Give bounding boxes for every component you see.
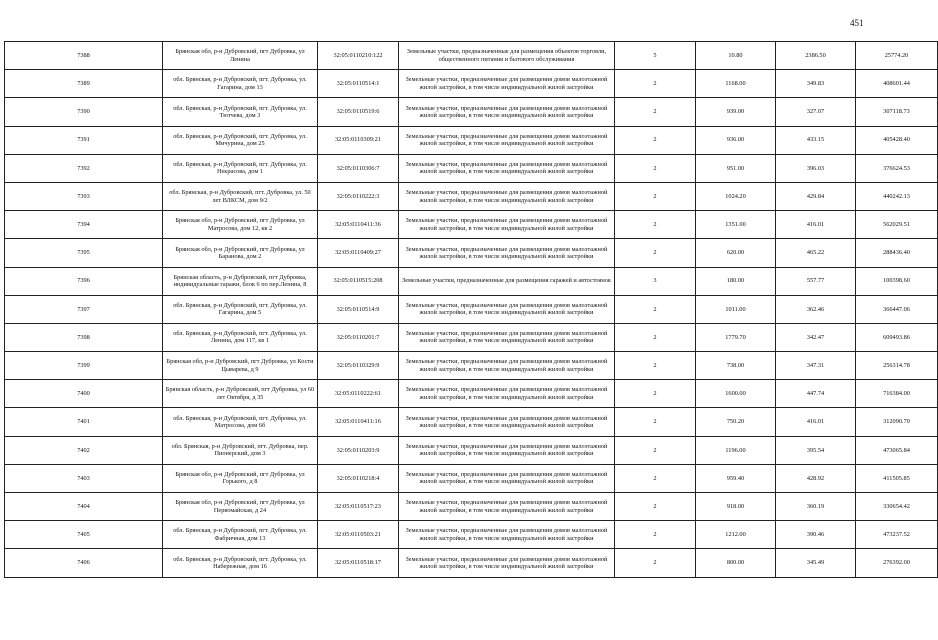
record-id-cell: 7395 (5, 239, 163, 267)
group-cell: 2 (615, 521, 696, 549)
address-cell: Брянская обл, р-н Дубровский, пгт Дубровка, ул Матросова, дом 12, кв 2 (163, 211, 318, 239)
land-use-cell: Земельные участки, предназначенные для размещения домов малоэтажной жилой застройки, в том числе индивидуальной жилой застройки (399, 211, 615, 239)
cadastral-value-cell: 330654.42 (856, 493, 938, 521)
cadastral-number-cell: 32:05:0110411:16 (318, 408, 399, 436)
record-id-cell: 7396 (5, 267, 163, 295)
address-cell: Брянская область, р-н Дубровский, пгт Дубровка, ул 60 лет Октября, д 35 (163, 380, 318, 408)
table-row (5, 352, 938, 380)
address-cell: обл. Брянская, р-н Дубровский, пгт. Дубровка, пер. Пионерский, дом 3 (163, 436, 318, 464)
specific-value-cell: 345.49 (776, 549, 856, 577)
specific-value-cell: 465.22 (776, 239, 856, 267)
cadastral-value-cell: 473237.52 (856, 521, 938, 549)
area-cell: 738.00 (696, 352, 776, 380)
address-cell: обл. Брянская, р-н Дубровский, пгт. Дубровка, ул. Набережная, дом 16 (163, 549, 318, 577)
cadastral-number-cell: 32:05:0110222:3 (318, 182, 399, 210)
address-cell: обл. Брянская, р-н Дубровский, пгт. Дубровка, ул. Ленина, дом 117, кв 1 (163, 323, 318, 351)
group-cell: 2 (615, 126, 696, 154)
address-cell: обл. Брянская, р-н Дубровский, пгт. Дубровка, ул. Некрасова, дом 1 (163, 154, 318, 182)
cadastral-number-cell: 32:05:0110517:23 (318, 493, 399, 521)
record-id-cell: 7394 (5, 211, 163, 239)
land-use-cell: Земельные участки, предназначенные для размещения домов малоэтажной жилой застройки, в том числе индивидуальной жилой застройки (399, 408, 615, 436)
area-cell: 750.20 (696, 408, 776, 436)
cadastral-value-cell: 411505.85 (856, 464, 938, 492)
cadastral-number-cell: 32:05:0110518:17 (318, 549, 399, 577)
land-use-cell: Земельные участки, предназначенные для размещения домов малоэтажной жилой застройки, в том числе индивидуальной жилой застройки (399, 380, 615, 408)
table-row (5, 126, 938, 154)
land-use-cell: Земельные участки, предназначенные для размещения домов малоэтажной жилой застройки, в том числе индивидуальной жилой застройки (399, 295, 615, 323)
address-cell: Брянская обл, р-н Дубровский, пгт Дубровка, ул Ленина (163, 42, 318, 70)
table-row (5, 211, 938, 239)
group-cell: 2 (615, 323, 696, 351)
area-cell: 620.00 (696, 239, 776, 267)
group-cell: 5 (615, 42, 696, 70)
land-use-cell: Земельные участки, предназначенные для размещения домов малоэтажной жилой застройки, в том числе индивидуальной жилой застройки (399, 126, 615, 154)
table-row (5, 295, 938, 323)
area-cell: 1011.00 (696, 295, 776, 323)
table-row (5, 98, 938, 126)
address-cell: обл. Брянская, р-н Дубровский, пгт. Дубровка, ул. Тютчева, дом 3 (163, 98, 318, 126)
land-use-cell: Земельные участки, предназначенные для размещения домов малоэтажной жилой застройки, в том числе индивидуальной жилой застройки (399, 182, 615, 210)
table-row (5, 493, 938, 521)
cadastral-value-cell: 473065.84 (856, 436, 938, 464)
table-row (5, 154, 938, 182)
cadastral-number-cell: 32:05:0110203:9 (318, 436, 399, 464)
group-cell: 2 (615, 211, 696, 239)
cadastral-value-cell: 25774.20 (856, 42, 938, 70)
cadastral-value-cell: 366447.06 (856, 295, 938, 323)
table-row (5, 323, 938, 351)
cadastral-value-cell: 256314.78 (856, 352, 938, 380)
specific-value-cell: 396.03 (776, 154, 856, 182)
table-row (5, 464, 938, 492)
land-use-cell: Земельные участки, предназначенные для размещения гаражей и автостоянок (399, 267, 615, 295)
record-id-cell: 7405 (5, 521, 163, 549)
specific-value-cell: 416.01 (776, 211, 856, 239)
table-row (5, 239, 938, 267)
address-cell: обл. Брянская, р-н Дубровский, пгт. Дубровка, ул. Гагарина, дом 5 (163, 295, 318, 323)
area-cell: 1196.00 (696, 436, 776, 464)
cadastral-number-cell: 32:05:0110409:27 (318, 239, 399, 267)
registry-table (4, 41, 938, 578)
cadastral-value-cell: 376624.53 (856, 154, 938, 182)
record-id-cell: 7398 (5, 323, 163, 351)
cadastral-number-cell: 32:05:0110514:9 (318, 295, 399, 323)
cadastral-value-cell: 609493.86 (856, 323, 938, 351)
address-cell: обл. Брянская, р-н Дубровский, пгт. Дубровка, ул. Гагарина, дом 13 (163, 70, 318, 98)
record-id-cell: 7404 (5, 493, 163, 521)
group-cell: 2 (615, 352, 696, 380)
specific-value-cell: 362.46 (776, 295, 856, 323)
cadastral-value-cell: 312090.70 (856, 408, 938, 436)
land-use-cell: Земельные участки, предназначенные для размещения домов малоэтажной жилой застройки, в том числе индивидуальной жилой застройки (399, 493, 615, 521)
group-cell: 2 (615, 182, 696, 210)
specific-value-cell: 342.47 (776, 323, 856, 351)
record-id-cell: 7402 (5, 436, 163, 464)
cadastral-number-cell: 32:05:0110503:21 (318, 521, 399, 549)
area-cell: 936.00 (696, 126, 776, 154)
address-cell: обл. Брянская, р-н Дубровский, пгт. Дубровка, ул. Фабричная, дом 13 (163, 521, 318, 549)
area-cell: 918.00 (696, 493, 776, 521)
cadastral-number-cell: 32:05:0110218:4 (318, 464, 399, 492)
specific-value-cell: 390.46 (776, 521, 856, 549)
address-cell: Брянская обл, р-н Дубровский, пгт Дубровка, ул Горького, д 8 (163, 464, 318, 492)
record-id-cell: 7391 (5, 126, 163, 154)
address-cell: Брянская область, р-н Дубровский, пгт Дубровка, индивидуальные гаражи, блок 6 по пер.Ленина, 8 (163, 267, 318, 295)
specific-value-cell: 429.84 (776, 182, 856, 210)
table-row (5, 408, 938, 436)
area-cell: 1351.00 (696, 211, 776, 239)
table-row (5, 182, 938, 210)
cadastral-number-cell: 32:05:0110201:7 (318, 323, 399, 351)
cadastral-number-cell: 32:05:0110210:122 (318, 42, 399, 70)
specific-value-cell: 447.74 (776, 380, 856, 408)
group-cell: 2 (615, 154, 696, 182)
land-use-cell: Земельные участки, предназначенные для размещения домов малоэтажной жилой застройки, в том числе индивидуальной жилой застройки (399, 239, 615, 267)
land-use-cell: Земельные участки, предназначенные для размещения домов малоэтажной жилой застройки, в том числе индивидуальной жилой застройки (399, 70, 615, 98)
group-cell: 2 (615, 239, 696, 267)
record-id-cell: 7389 (5, 70, 163, 98)
land-use-cell: Земельные участки, предназначенные для размещения домов малоэтажной жилой застройки, в том числе индивидуальной жилой застройки (399, 98, 615, 126)
land-use-cell: Земельные участки, предназначенные для размещения домов малоэтажной жилой застройки, в том числе индивидуальной жилой застройки (399, 352, 615, 380)
specific-value-cell: 395.54 (776, 436, 856, 464)
specific-value-cell: 557.77 (776, 267, 856, 295)
area-cell: 1779.70 (696, 323, 776, 351)
area-cell: 10.80 (696, 42, 776, 70)
group-cell: 2 (615, 464, 696, 492)
cadastral-number-cell: 32:05:0110515:208 (318, 267, 399, 295)
specific-value-cell: 360.19 (776, 493, 856, 521)
area-cell: 1168.00 (696, 70, 776, 98)
table-row (5, 549, 938, 577)
group-cell: 2 (615, 70, 696, 98)
record-id-cell: 7399 (5, 352, 163, 380)
cadastral-number-cell: 32:05:0110306:7 (318, 154, 399, 182)
specific-value-cell: 416.01 (776, 408, 856, 436)
specific-value-cell: 2386.50 (776, 42, 856, 70)
specific-value-cell: 347.31 (776, 352, 856, 380)
cadastral-number-cell: 32:05:0110411:36 (318, 211, 399, 239)
area-cell: 1212.00 (696, 521, 776, 549)
cadastral-value-cell: 562029.51 (856, 211, 938, 239)
land-use-cell: Земельные участки, предназначенные для размещения домов малоэтажной жилой застройки, в том числе индивидуальной жилой застройки (399, 549, 615, 577)
registry-table-body (5, 42, 938, 578)
record-id-cell: 7397 (5, 295, 163, 323)
cadastral-value-cell: 405428.40 (856, 126, 938, 154)
cadastral-value-cell: 288436.40 (856, 239, 938, 267)
cadastral-value-cell: 276392.00 (856, 549, 938, 577)
land-use-cell: Земельные участки, предназначенные для размещения домов малоэтажной жилой застройки, в том числе индивидуальной жилой застройки (399, 464, 615, 492)
address-cell: обл. Брянская, р-н Дубровский, пгт. Дубровка, ул. Мичурина, дом 25 (163, 126, 318, 154)
record-id-cell: 7392 (5, 154, 163, 182)
address-cell: Брянская обл, р-н Дубровский, пгт Дубровка, ул Кости Цыварева, д 9 (163, 352, 318, 380)
cadastral-number-cell: 32:05:0110309:21 (318, 126, 399, 154)
record-id-cell: 7400 (5, 380, 163, 408)
table-row (5, 42, 938, 70)
group-cell: 2 (615, 380, 696, 408)
record-id-cell: 7401 (5, 408, 163, 436)
area-cell: 180.00 (696, 267, 776, 295)
area-cell: 959.40 (696, 464, 776, 492)
land-use-cell: Земельные участки, предназначенные для размещения домов малоэтажной жилой застройки, в том числе индивидуальной жилой застройки (399, 436, 615, 464)
page-number: 451 (850, 18, 864, 28)
cadastral-value-cell: 408601.44 (856, 70, 938, 98)
specific-value-cell: 349.83 (776, 70, 856, 98)
group-cell: 2 (615, 408, 696, 436)
area-cell: 1024.20 (696, 182, 776, 210)
cadastral-number-cell: 32:05:0110514:1 (318, 70, 399, 98)
land-use-cell: Земельные участки, предназначенные для размещения домов малоэтажной жилой застройки, в том числе индивидуальной жилой застройки (399, 323, 615, 351)
specific-value-cell: 428.92 (776, 464, 856, 492)
table-row (5, 267, 938, 295)
group-cell: 2 (615, 295, 696, 323)
address-cell: Брянская обл, р-н Дубровский, пгт Дубровка, ул Баранова, дом 2 (163, 239, 318, 267)
area-cell: 800.00 (696, 549, 776, 577)
specific-value-cell: 327.07 (776, 98, 856, 126)
table-row (5, 70, 938, 98)
table-row (5, 436, 938, 464)
land-use-cell: Земельные участки, предназначенные для размещения домов малоэтажной жилой застройки, в том числе индивидуальной жилой застройки (399, 154, 615, 182)
address-cell: обл. Брянская, р-н Дубровский, пгт. Дубровка, ул. 50 лет ВЛКСМ, дом 9/2 (163, 182, 318, 210)
group-cell: 2 (615, 493, 696, 521)
cadastral-value-cell: 307118.73 (856, 98, 938, 126)
land-use-cell: Земельные участки, предназначенные для размещения объектов торговли, общественного питания и бытового обслуживания (399, 42, 615, 70)
specific-value-cell: 433.15 (776, 126, 856, 154)
cadastral-number-cell: 32:05:0110329:9 (318, 352, 399, 380)
cadastral-value-cell: 440242.13 (856, 182, 938, 210)
table-row (5, 380, 938, 408)
record-id-cell: 7388 (5, 42, 163, 70)
area-cell: 1600.00 (696, 380, 776, 408)
area-cell: 939.00 (696, 98, 776, 126)
cadastral-number-cell: 32:05:0110519:6 (318, 98, 399, 126)
record-id-cell: 7390 (5, 98, 163, 126)
group-cell: 2 (615, 436, 696, 464)
record-id-cell: 7403 (5, 464, 163, 492)
cadastral-value-cell: 100398.60 (856, 267, 938, 295)
address-cell: Брянская обл, р-н Дубровский, пгт Дубровка, ул Первомайская, д 24 (163, 493, 318, 521)
group-cell: 2 (615, 549, 696, 577)
land-use-cell: Земельные участки, предназначенные для размещения домов малоэтажной жилой застройки, в том числе индивидуальной жилой застройки (399, 521, 615, 549)
table-row (5, 521, 938, 549)
group-cell: 2 (615, 98, 696, 126)
cadastral-value-cell: 716384.00 (856, 380, 938, 408)
group-cell: 3 (615, 267, 696, 295)
record-id-cell: 7406 (5, 549, 163, 577)
cadastral-number-cell: 32:05:0110222:61 (318, 380, 399, 408)
record-id-cell: 7393 (5, 182, 163, 210)
address-cell: обл. Брянская, р-н Дубровский, пгт. Дубровка, ул. Матросова, дом 6б (163, 408, 318, 436)
area-cell: 951.00 (696, 154, 776, 182)
